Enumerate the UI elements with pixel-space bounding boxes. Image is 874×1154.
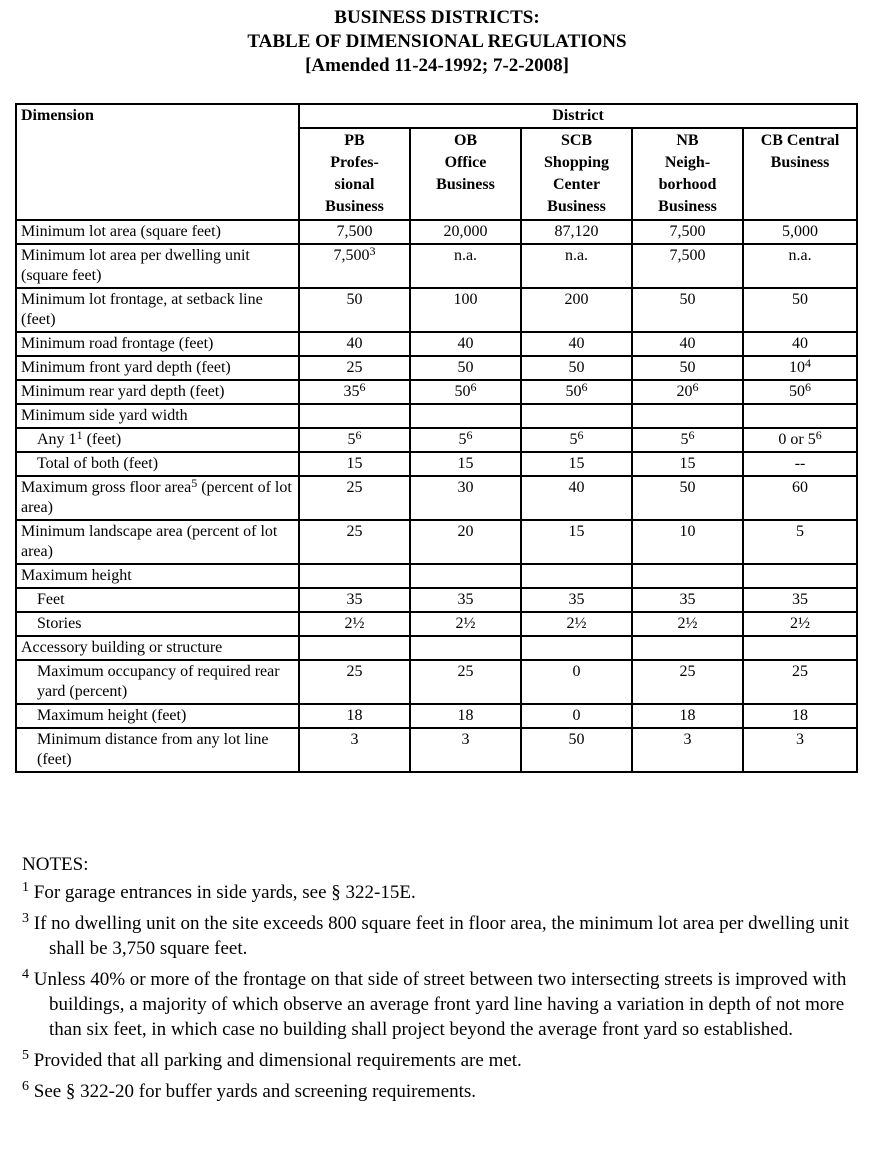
note-item: [22, 1048, 852, 1073]
column-header-line: Center: [552, 176, 601, 193]
note-number: 1: [22, 880, 29, 895]
cell-value: 35: [457, 591, 474, 608]
row-label-text: Maximum gross floor area: [21, 479, 192, 496]
table-cell: [410, 244, 521, 288]
table-cell: [521, 332, 632, 356]
table-cell: [410, 636, 521, 660]
cell-value: 3: [683, 731, 692, 748]
cell-value: 3: [796, 731, 805, 748]
cell-value: 3: [461, 731, 470, 748]
cell-value: n.a.: [564, 247, 589, 264]
table-cell: [632, 564, 743, 588]
table-cell: [299, 612, 410, 636]
title-line-2: TABLE OF DIMENSIONAL REGULATIONS: [247, 31, 627, 52]
row-label-suffix: (feet): [82, 431, 122, 448]
table-cell: [299, 244, 410, 288]
note-number: 5: [22, 1048, 29, 1063]
row-label-text: Maximum height (feet): [37, 707, 187, 724]
cell-value: 50: [679, 479, 696, 496]
table-cell: [410, 288, 521, 332]
table-cell: [632, 520, 743, 564]
district-column-header: [521, 128, 632, 220]
column-header-line: PB: [344, 132, 365, 149]
table-cell: [632, 476, 743, 520]
table-cell: [299, 564, 410, 588]
table-cell: [632, 612, 743, 636]
note-number: 3: [22, 911, 29, 926]
table-cell: [632, 452, 743, 476]
table-cell: [743, 404, 857, 428]
footnote-ref: 5: [191, 476, 198, 490]
column-header-line: SCB: [560, 132, 593, 149]
table-cell: [410, 728, 521, 772]
table-cell: [743, 520, 857, 564]
footnote-ref: 6: [466, 428, 473, 442]
table-cell: [521, 564, 632, 588]
table-cell: [632, 660, 743, 704]
table-cell: [743, 588, 857, 612]
footnote-ref: 6: [359, 380, 366, 394]
table-cell: [743, 452, 857, 476]
column-header-line: NB: [676, 132, 699, 149]
cell-value: 15: [346, 455, 363, 472]
table-cell: [521, 220, 632, 244]
cell-value: 7,500: [333, 247, 370, 264]
cell-value: 2½: [790, 615, 811, 632]
column-header-line: Neigh-: [664, 154, 711, 171]
table-cell: [743, 428, 857, 452]
table-cell: [632, 588, 743, 612]
table-cell: [299, 704, 410, 728]
table-cell: [410, 332, 521, 356]
row-label: [16, 288, 299, 332]
row-label: [16, 520, 299, 564]
table-cell: [521, 704, 632, 728]
table-cell: [410, 588, 521, 612]
table-cell: [410, 356, 521, 380]
table-cell: [299, 220, 410, 244]
note-item: [22, 880, 852, 905]
row-label-text: Total of both (feet): [37, 455, 159, 472]
footnote-ref: 6: [581, 380, 588, 394]
table-cell: [410, 564, 521, 588]
table-cell: [743, 660, 857, 704]
table-cell: [410, 612, 521, 636]
table-cell: [521, 520, 632, 564]
table-cell: [521, 636, 632, 660]
table-row: [16, 244, 857, 288]
table-cell: [632, 404, 743, 428]
note-text: For garage entrances in side yards, see § 322-15E.: [33, 882, 416, 903]
table-cell: [632, 704, 743, 728]
cell-value: 50: [568, 359, 585, 376]
table-cell: [743, 612, 857, 636]
district-column-header: [410, 128, 521, 220]
cell-value: 18: [346, 707, 363, 724]
cell-value: 0: [572, 707, 581, 724]
note-text: See § 322-20 for buffer yards and screening requirements.: [33, 1081, 477, 1102]
table-row: [16, 428, 857, 452]
cell-value: 25: [346, 523, 363, 540]
row-label: [16, 660, 299, 704]
cell-value: 15: [457, 455, 474, 472]
note-number: 6: [22, 1079, 29, 1094]
table-cell: [632, 380, 743, 404]
table-row: [16, 404, 857, 428]
table-cell: [299, 332, 410, 356]
note-number: 4: [22, 967, 29, 982]
table-cell: [299, 520, 410, 564]
cell-value: 35: [568, 591, 585, 608]
title-line-1: BUSINESS DISTRICTS:: [334, 7, 540, 28]
cell-value: 25: [792, 663, 809, 680]
column-header-line: OB: [453, 132, 478, 149]
cell-value: 200: [564, 291, 589, 308]
dimension-header: Dimension: [16, 104, 299, 220]
cell-value: 18: [679, 707, 696, 724]
cell-value: 7,500: [336, 223, 373, 240]
table-cell: [410, 476, 521, 520]
cell-value: 50: [679, 359, 696, 376]
table-cell: [299, 380, 410, 404]
table-row: [16, 520, 857, 564]
table-cell: [632, 288, 743, 332]
cell-value: 60: [792, 479, 809, 496]
table-row: [16, 332, 857, 356]
cell-value: 5,000: [782, 223, 819, 240]
row-label: [16, 612, 299, 636]
table-cell: [299, 404, 410, 428]
footnote-ref: 4: [805, 356, 812, 370]
column-header-line: Profes-: [330, 154, 379, 171]
column-header-line: borhood: [658, 176, 717, 193]
table-cell: [410, 220, 521, 244]
column-header-line: CB Central: [760, 132, 840, 149]
table-cell: [632, 356, 743, 380]
row-label-text: Maximum occupancy of required rear yard (percent): [37, 663, 280, 700]
cell-value: 50: [454, 383, 471, 400]
district-column-header: [299, 128, 410, 220]
table-cell: [743, 332, 857, 356]
cell-value: 25: [346, 663, 363, 680]
table-cell: [521, 728, 632, 772]
cell-value: 20: [457, 523, 474, 540]
table-cell: [410, 404, 521, 428]
table-header-row-1: [16, 104, 857, 128]
table-row: [16, 288, 857, 332]
district-column-header: [743, 128, 857, 220]
table-cell: [521, 244, 632, 288]
document-title: [0, 6, 874, 78]
footnote-ref: 6: [688, 428, 695, 442]
footnote-ref: 6: [805, 380, 812, 394]
row-label: [16, 332, 299, 356]
table-cell: [299, 476, 410, 520]
row-label-text: Accessory building or structure: [21, 639, 223, 656]
table-row: [16, 660, 857, 704]
table-cell: [743, 356, 857, 380]
table-cell: [299, 588, 410, 612]
footnote-ref: 1: [76, 428, 83, 442]
row-label-text: Minimum front yard depth (feet): [21, 359, 231, 376]
column-header-line: Shopping: [544, 154, 609, 171]
table-cell: [743, 636, 857, 660]
table-cell: [521, 588, 632, 612]
table-row: [16, 636, 857, 660]
cell-value: 2½: [455, 615, 476, 632]
row-label-text: Any 1: [37, 431, 77, 448]
row-label: [16, 588, 299, 612]
column-header-line: sional: [334, 176, 375, 193]
table-cell: [632, 728, 743, 772]
notes-section: [22, 852, 852, 1110]
cell-value: 25: [679, 663, 696, 680]
cell-value: 5: [569, 431, 578, 448]
column-header-line: Office: [444, 154, 487, 171]
table-row: [16, 564, 857, 588]
cell-value: 35: [679, 591, 696, 608]
table-cell: [410, 704, 521, 728]
footnote-ref: 6: [815, 428, 822, 442]
district-header: District: [299, 104, 857, 128]
row-label-text: Feet: [37, 591, 65, 608]
cell-value: 15: [568, 455, 585, 472]
table-cell: [743, 380, 857, 404]
table-row: [16, 612, 857, 636]
title-line-3: [Amended 11-24-1992; 7-2-2008]: [305, 55, 569, 76]
row-label-text: Minimum road frontage (feet): [21, 335, 214, 352]
cell-value: 20,000: [443, 223, 488, 240]
table-cell: [299, 356, 410, 380]
cell-value: 40: [568, 479, 585, 496]
cell-value: 2½: [344, 615, 365, 632]
row-label: [16, 356, 299, 380]
cell-value: 87,120: [554, 223, 599, 240]
cell-value: 5: [458, 431, 467, 448]
table-row: [16, 476, 857, 520]
row-label-text: Minimum lot area (square feet): [21, 223, 221, 240]
table-cell: [299, 660, 410, 704]
table-row: [16, 380, 857, 404]
table-cell: [410, 428, 521, 452]
row-label: [16, 564, 299, 588]
cell-value: 2½: [566, 615, 587, 632]
cell-value: 2½: [677, 615, 698, 632]
table-cell: [521, 660, 632, 704]
cell-value: 40: [679, 335, 696, 352]
note-item: [22, 967, 852, 1042]
row-label: [16, 428, 299, 452]
footnote-ref: 6: [355, 428, 362, 442]
column-header-line: Business: [436, 176, 495, 193]
row-label-text: Minimum lot area per dwelling unit (square feet): [21, 247, 250, 284]
table-body: [16, 220, 857, 772]
cell-value: 5: [347, 431, 356, 448]
table-cell: [521, 380, 632, 404]
table-cell: [743, 288, 857, 332]
table-cell: [632, 220, 743, 244]
row-label-text: Minimum rear yard depth (feet): [21, 383, 225, 400]
table-cell: [521, 356, 632, 380]
cell-value: 10: [679, 523, 696, 540]
row-label: [16, 244, 299, 288]
column-header-line: Business: [770, 154, 830, 171]
note-item: [22, 1079, 852, 1104]
cell-value: 50: [789, 383, 806, 400]
cell-value: --: [794, 455, 806, 472]
row-label: [16, 220, 299, 244]
row-label-text: Maximum height: [21, 567, 132, 584]
row-label: [16, 636, 299, 660]
table-cell: [410, 452, 521, 476]
table-cell: [299, 728, 410, 772]
table-row: [16, 356, 857, 380]
row-label: [16, 380, 299, 404]
table-cell: [299, 428, 410, 452]
table-cell: [632, 428, 743, 452]
table-cell: [299, 452, 410, 476]
cell-value: 18: [457, 707, 474, 724]
cell-value: 15: [568, 523, 585, 540]
cell-value: 35: [346, 591, 363, 608]
cell-value: 40: [792, 335, 809, 352]
footnote-ref: 3: [369, 244, 376, 258]
note-item: [22, 911, 852, 961]
note-text: Unless 40% or more of the frontage on that side of street between two intersecting streets is improved with buildings, a majority of which observe an average front yard line having a variation in depth of not more than six feet, in which case no building shall project beyond the average front yard so established.: [33, 969, 847, 1040]
table-cell: [743, 244, 857, 288]
cell-value: 25: [346, 479, 363, 496]
cell-value: 40: [346, 335, 363, 352]
column-header-line: Business: [325, 198, 384, 215]
table-cell: [521, 476, 632, 520]
table-cell: [521, 288, 632, 332]
table-cell: [410, 520, 521, 564]
cell-value: 7,500: [669, 223, 706, 240]
cell-value: 50: [457, 359, 474, 376]
table-cell: [521, 428, 632, 452]
cell-value: 50: [679, 291, 696, 308]
row-label: [16, 728, 299, 772]
cell-value: 40: [457, 335, 474, 352]
table-cell: [632, 636, 743, 660]
table-cell: [743, 704, 857, 728]
cell-value: 15: [679, 455, 696, 472]
dimensional-regulations-table: [15, 103, 858, 773]
cell-value: 0: [572, 663, 581, 680]
row-label-text: Minimum landscape area (percent of lot area): [21, 523, 278, 560]
table-cell: [743, 728, 857, 772]
cell-value: 50: [565, 383, 582, 400]
district-column-header: [632, 128, 743, 220]
cell-value: 35: [343, 383, 360, 400]
cell-value: 100: [453, 291, 478, 308]
notes-list: [22, 880, 852, 1104]
cell-value: 25: [457, 663, 474, 680]
column-header-line: Business: [658, 198, 717, 215]
cell-value: 50: [568, 731, 585, 748]
footnote-ref: 6: [577, 428, 584, 442]
row-label: [16, 704, 299, 728]
row-label: [16, 404, 299, 428]
cell-value: 50: [346, 291, 363, 308]
cell-value: 25: [346, 359, 363, 376]
table-cell: [521, 612, 632, 636]
table-cell: [299, 636, 410, 660]
cell-value: 5: [680, 431, 689, 448]
table-cell: [743, 220, 857, 244]
cell-value: 35: [792, 591, 809, 608]
table-cell: [410, 660, 521, 704]
table-row: [16, 704, 857, 728]
row-label-text: Minimum distance from any lot line (feet): [37, 731, 269, 768]
table-row: [16, 452, 857, 476]
cell-value: 50: [792, 291, 809, 308]
footnote-ref: 6: [470, 380, 477, 394]
cell-value: 10: [789, 359, 806, 376]
column-header-line: Business: [547, 198, 606, 215]
cell-value: 18: [792, 707, 809, 724]
note-text: If no dwelling unit on the site exceeds 800 square feet in floor area, the minimum lot area per dwelling unit shall be 3,750 square feet.: [33, 913, 849, 959]
cell-value: 3: [350, 731, 359, 748]
row-label: [16, 452, 299, 476]
cell-value: 40: [568, 335, 585, 352]
table-cell: [521, 404, 632, 428]
cell-value: 20: [676, 383, 693, 400]
table-cell: [743, 476, 857, 520]
cell-value: 30: [457, 479, 474, 496]
note-text: Provided that all parking and dimensional requirements are met.: [33, 1050, 522, 1071]
table-cell: [299, 288, 410, 332]
table-cell: [521, 452, 632, 476]
row-label-text: Minimum lot frontage, at setback line (feet): [21, 291, 263, 328]
table-row: [16, 220, 857, 244]
table-cell: [410, 380, 521, 404]
row-label: [16, 476, 299, 520]
cell-value: 5: [796, 523, 805, 540]
table-cell: [632, 332, 743, 356]
cell-value: 7,500: [669, 247, 706, 264]
row-label-text: Minimum side yard width: [21, 407, 188, 424]
cell-value: 0 or 5: [778, 431, 816, 448]
notes-title: NOTES:: [22, 854, 89, 875]
table-cell: [743, 564, 857, 588]
row-label-text: Stories: [37, 615, 82, 632]
cell-value: n.a.: [453, 247, 478, 264]
table-row: [16, 588, 857, 612]
cell-value: n.a.: [788, 247, 812, 264]
table-row: [16, 728, 857, 772]
table-cell: [632, 244, 743, 288]
row-label-suffix: (percent of lot area): [21, 479, 292, 516]
footnote-ref: 6: [692, 380, 699, 394]
